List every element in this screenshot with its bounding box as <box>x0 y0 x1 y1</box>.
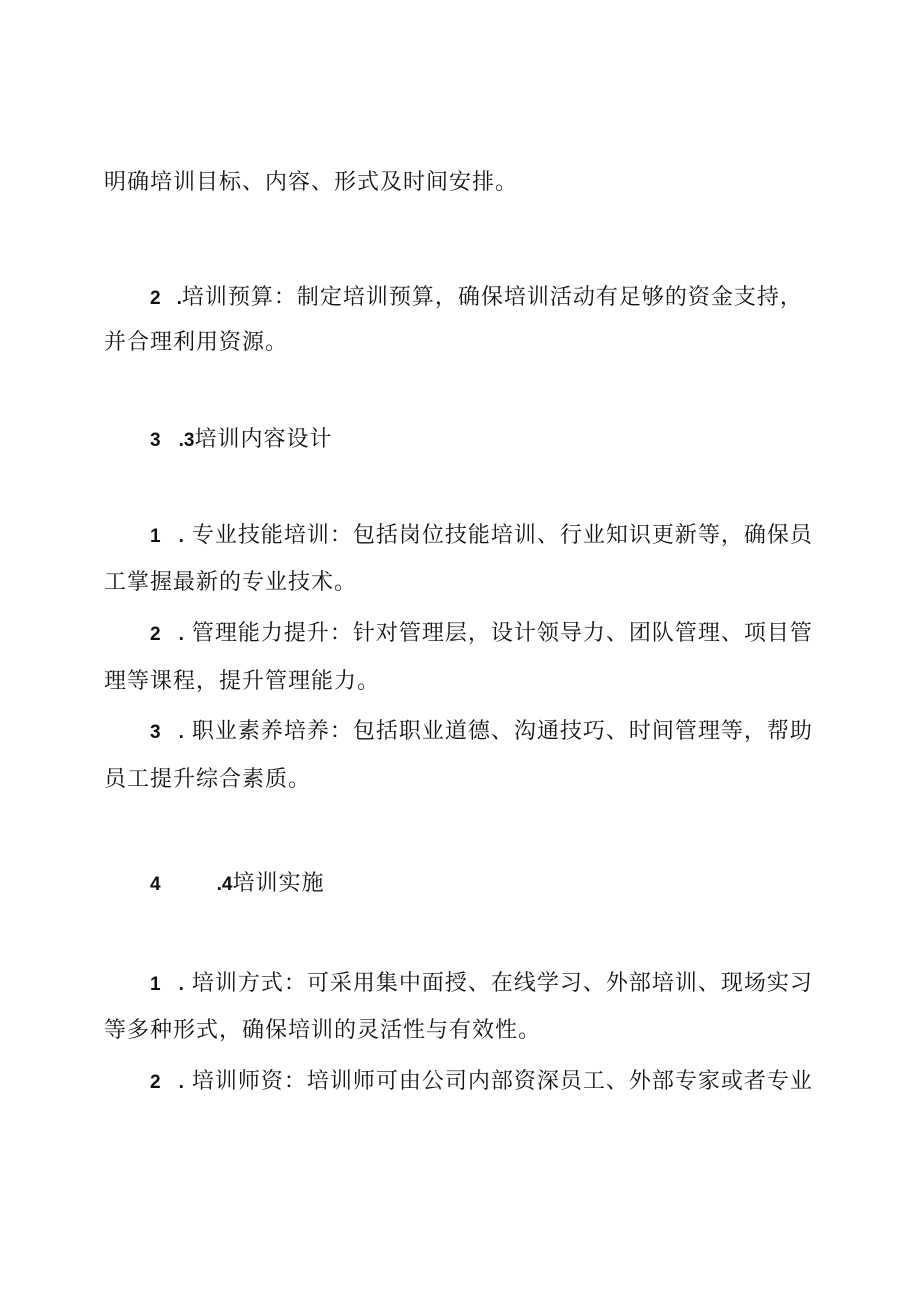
item-number: 1 <box>150 974 161 995</box>
section-subnumber: .3 <box>178 430 195 451</box>
paragraph-text: 管理能力提升：针对管理层，设计领导力、团队管理、项目管 <box>191 621 813 646</box>
item-number: 2 <box>150 288 161 309</box>
list-item-3-cont <box>104 765 311 795</box>
paragraph-budget-cont <box>104 328 288 358</box>
item-separator: . <box>178 974 184 995</box>
section-heading-3-3 <box>150 425 332 456</box>
paragraph-text: 明确培训目标、内容、形式及时间安排。 <box>104 170 519 195</box>
item-number: 2 <box>150 624 161 645</box>
section-number: 3 <box>150 430 161 451</box>
list-item-3 <box>150 717 813 748</box>
list-item-1-cont <box>104 568 357 598</box>
section-heading-4-4 <box>150 869 324 900</box>
paragraph-text: 理等课程，提升管理能力。 <box>104 669 381 694</box>
section-subnumber: .4 <box>216 874 233 895</box>
item-separator: . <box>178 526 184 547</box>
list-item-2-cont <box>104 667 380 697</box>
paragraph-text: 等多种形式，确保培训的灵活性与有效性。 <box>104 1018 542 1043</box>
paragraph-text: 培训方式：可采用集中面授、在线学习、外部培训、现场实习 <box>191 971 813 996</box>
item-separator: . <box>178 1072 184 1093</box>
paragraph-text: 培训师资：培训师可由公司内部资深员工、外部专家或者专业 <box>191 1069 813 1094</box>
list-item-1b-cont <box>104 1016 541 1046</box>
item-separator: . <box>178 722 184 743</box>
paragraph-continuation <box>104 168 518 198</box>
paragraph-text: 职业素养培养：包括职业道德、沟通技巧、时间管理等，帮助 <box>191 719 813 744</box>
list-item-2b <box>150 1067 813 1098</box>
section-number: 4 <box>150 874 161 895</box>
section-title: 培训内容设计 <box>194 427 333 452</box>
paragraph-budget <box>150 283 803 314</box>
item-number: 3 <box>150 722 161 743</box>
paragraph-text: 并合理利用资源。 <box>104 330 289 355</box>
paragraph-text: 专业技能培训：包括岗位技能培训、行业知识更新等，确保员 <box>191 523 813 548</box>
paragraph-text: 培训预算：制定培训预算，确保培训活动有足够的资金支持， <box>181 285 803 310</box>
section-title: 培训实施 <box>232 871 325 896</box>
item-number: 2 <box>150 1072 161 1093</box>
item-separator: . <box>176 288 182 309</box>
paragraph-text: 工掌握最新的专业技术。 <box>104 570 358 595</box>
item-separator: . <box>178 624 184 645</box>
list-item-1b <box>150 969 813 1000</box>
item-number: 1 <box>150 526 161 547</box>
paragraph-text: 员工提升综合素质。 <box>104 767 312 792</box>
list-item-1 <box>150 521 813 552</box>
list-item-2 <box>150 619 813 650</box>
